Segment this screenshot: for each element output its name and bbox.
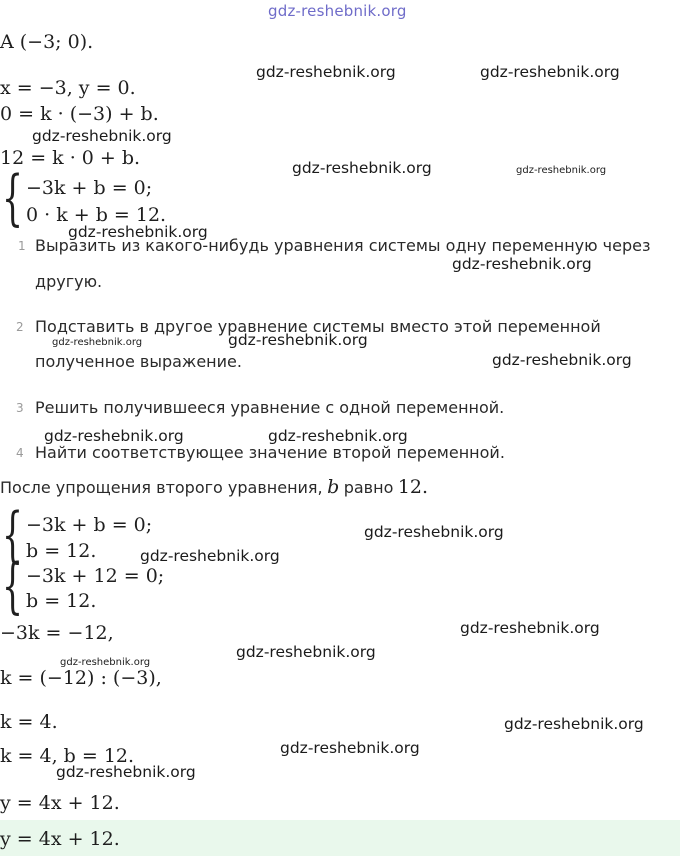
simplification-value: 12. <box>397 476 429 498</box>
watermark: gdz-reshebnik.org <box>56 763 196 781</box>
system-brace-3: { <box>2 551 24 621</box>
watermark: gdz-reshebnik.org <box>228 331 368 349</box>
watermark: gdz-reshebnik.org <box>44 427 184 445</box>
step-3-line-1: Решить получившееся уравнение с одной переменной. <box>35 398 505 417</box>
simplification-variable: b <box>327 476 340 498</box>
watermark: gdz-reshebnik.org <box>516 165 607 176</box>
watermark: gdz-reshebnik.org <box>256 63 396 81</box>
watermark: gdz-reshebnik.org <box>68 223 208 241</box>
watermark: gdz-reshebnik.org <box>32 127 172 145</box>
step-number-3: 3 <box>16 401 24 415</box>
equation-1: 0 = k · (−3) + b. <box>0 103 159 125</box>
simplification-text: После упрощения второго уравнения, <box>0 478 323 497</box>
watermark: gdz-reshebnik.org <box>268 427 408 445</box>
watermark: gdz-reshebnik.org <box>452 255 592 273</box>
step-2-line-1: Подставить в другое уравнение системы вместо этой переменной <box>35 317 601 336</box>
step-1-line-2: другую. <box>35 272 103 291</box>
point-a: A (−3; 0). <box>0 31 94 53</box>
step-number-4: 4 <box>16 446 24 460</box>
watermark: gdz-reshebnik.org <box>364 523 504 541</box>
system-brace-2: { <box>2 500 24 570</box>
step-1-line-1: Выразить из какого-нибудь уравнения системы одну переменную через <box>35 236 651 255</box>
watermark: gdz-reshebnik.org <box>52 337 143 348</box>
answer-line: y = 4x + 12. <box>0 828 120 850</box>
step-number-2: 2 <box>16 320 24 334</box>
simplification-mid: равно <box>343 478 394 497</box>
step-4-line-1: Найти соответствующее значение второй переменной. <box>35 443 505 462</box>
substitution-xy: x = −3, y = 0. <box>0 77 136 99</box>
equation-2: 12 = k · 0 + b. <box>0 147 141 169</box>
calc-line-3: k = 4. <box>0 711 58 733</box>
calc-line-4: k = 4, b = 12. <box>0 745 135 767</box>
system1-row-2: 0 · k + b = 12. <box>26 204 167 226</box>
calc-line-2: k = (−12) : (−3), <box>0 667 162 689</box>
system3-row-1: −3k + 12 = 0; <box>26 565 165 587</box>
watermark: gdz-reshebnik.org <box>292 159 432 177</box>
watermark: gdz-reshebnik.org <box>236 643 376 661</box>
step-number-1: 1 <box>18 239 26 253</box>
watermark: gdz-reshebnik.org <box>140 547 280 565</box>
calc-line-1: −3k = −12, <box>0 622 114 644</box>
simplification-sentence <box>0 476 428 498</box>
system2-row-1: −3k + b = 0; <box>26 514 153 536</box>
watermark: gdz-reshebnik.org <box>504 715 644 733</box>
system2-row-2: b = 12. <box>26 540 97 562</box>
result-line: y = 4x + 12. <box>0 792 120 814</box>
step-2-line-2: полученное выражение. <box>35 352 242 371</box>
system3-row-2: b = 12. <box>26 590 97 612</box>
watermark-top: gdz-reshebnik.org <box>268 2 407 20</box>
watermark: gdz-reshebnik.org <box>480 63 620 81</box>
watermark: gdz-reshebnik.org <box>492 351 632 369</box>
watermark: gdz-reshebnik.org <box>280 739 420 757</box>
watermark: gdz-reshebnik.org <box>460 619 600 637</box>
watermark: gdz-reshebnik.org <box>60 657 151 668</box>
system-brace-1: { <box>2 163 24 233</box>
system1-row-1: −3k + b = 0; <box>26 177 153 199</box>
